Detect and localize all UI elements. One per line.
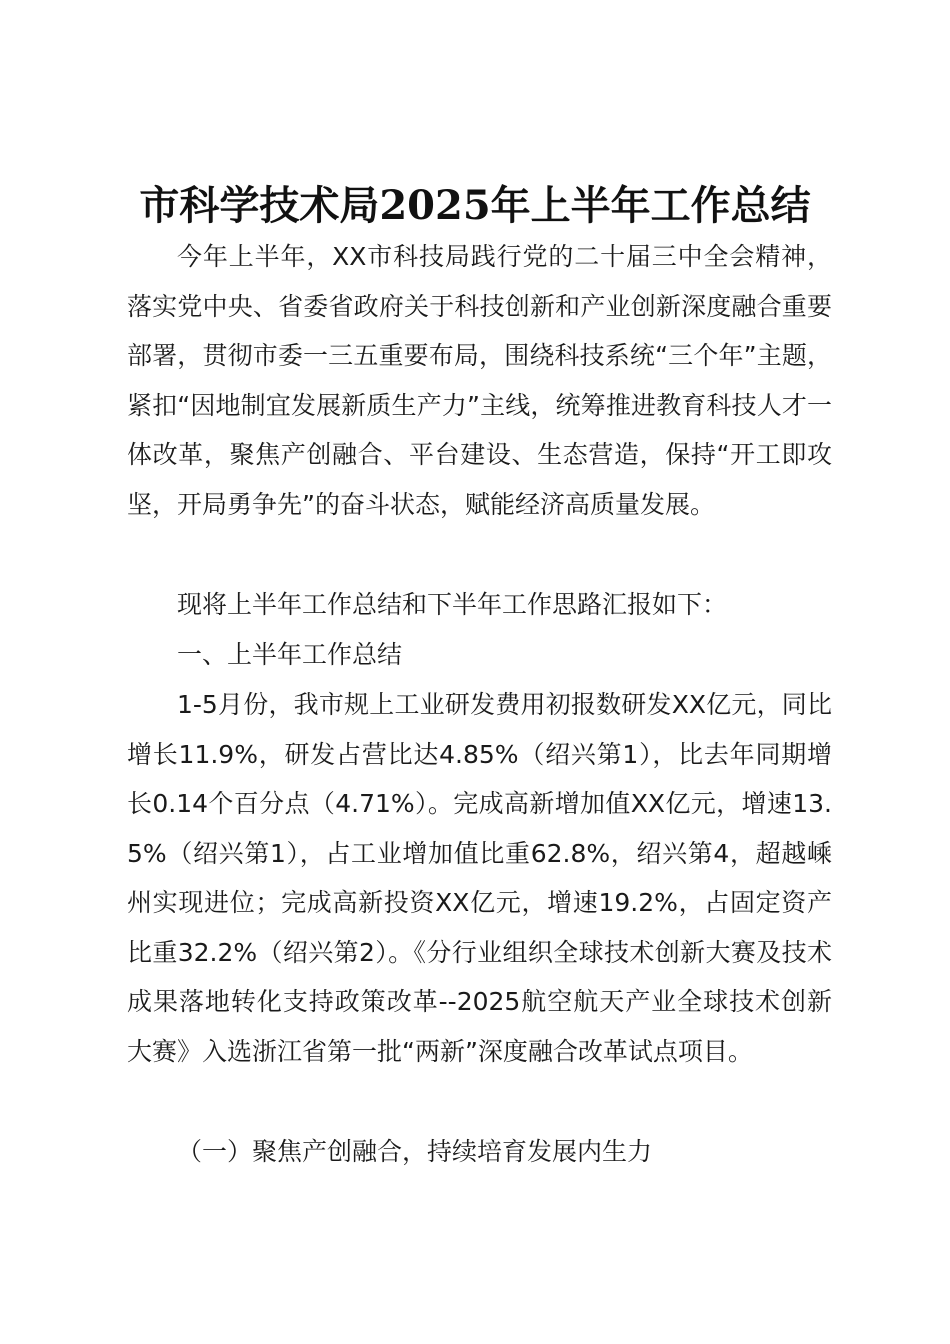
document-title: 市科学技术局2025年上半年工作总结 <box>139 182 811 229</box>
section-one-body-paragraph: 1-5月份，我市规上工业研发费用初报数研发XX亿元，同比增长11.9%，研发占营比达4.85%（绍兴第1），比去年同期增长0.14个百分点（4.71%）。完成高新增加值XX亿元，增速13.5%（绍兴第1），占工业增加值比重62.8%，绍兴第4，超越嵊州实现进位；完成高新投资XX亿元，增速19.2%，占固定资产比重32.2%（绍兴第2）。《分行业组织全球技术创新大赛及技术成果落地转化支持政策改革--2025航空航天产业全球技术创新大赛》入选浙江省第一批“两新”深度融合改革试点项目。 <box>127 690 832 1066</box>
report-intro-paragraph: 现将上半年工作总结和下半年工作思路汇报如下： <box>177 590 728 619</box>
intro-paragraph: 今年上半年，XX市科技局践行党的二十届三中全会精神，落实党中央、省委省政府关于科技创新和产业创新深度融合重要部署，贯彻市委一三五重要布局，围绕科技系统“三个年”主题，紧扣“因地制宜发展新质生产力”主线，统筹推进教育科技人才一体改革，聚焦产创融合、平台建设、生态营造，保持“开工即攻坚，开局勇争先”的奋斗状态，赋能经济高质量发展。 <box>127 242 832 519</box>
section-one-heading: 一、上半年工作总结 <box>177 640 403 669</box>
subsection-one-heading: （一）聚焦产创融合，持续培育发展内生力 <box>177 1137 653 1166</box>
